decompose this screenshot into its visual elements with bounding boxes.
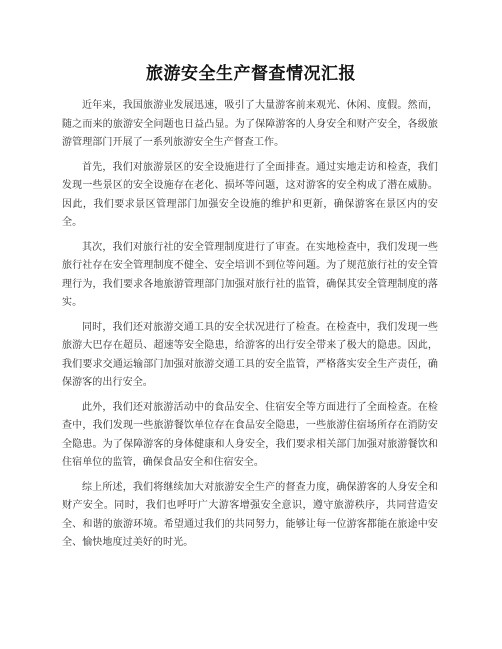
paragraph-travel-agencies: 其次，我们对旅行社的安全管理制度进行了审查。在实地检查中，我们发现一些旅行社存在安全管理制度不健全、安全培训不到位等问题。为了规范旅行社的安全管理行为，我们要求各地旅游管理部门加强对旅行社的监管，确保其安全管理制度的落实。 bbox=[62, 241, 438, 308]
paragraph-intro: 近年来，我国旅游业发展迅速，吸引了大量游客前来观光、休闲、度假。然而，随之而来的旅游安全问题也日益凸显。为了保障游客的人身安全和财产安全，各级旅游管理部门开展了一系列旅游安全生产督查工作。 bbox=[62, 100, 438, 148]
paragraph-food-lodging: 此外，我们还对旅游活动中的食品安全、住宿安全等方面进行了全面检查。在检查中，我们发现一些旅游餐饮单位存在食品安全隐患，一些旅游住宿场所存在消防安全隐患。为了保障游客的身体健康和人身安全，我们要求相关部门加强对旅游餐饮和住宿单位的监管，确保食品安全和住宿安全。 bbox=[62, 401, 438, 468]
paragraph-transport: 同时，我们还对旅游交通工具的安全状况进行了检查。在检查中，我们发现一些旅游大巴存在超员、超速等安全隐患，给游客的出行安全带来了极大的隐患。因此，我们要求交通运输部门加强对旅游交通工具的安全监管，严格落实安全生产责任，确保游客的出行安全。 bbox=[62, 321, 438, 388]
paragraph-scenic-facilities: 首先，我们对旅游景区的安全设施进行了全面排查。通过实地走访和检查，我们发现一些景区的安全设施存在老化、损坏等问题，这对游客的安全构成了潜在威胁。因此，我们要求景区管理部门加强安全设施的维护和更新，确保游客在景区内的安全。 bbox=[62, 161, 438, 228]
document-body bbox=[62, 97, 438, 559]
paragraph-conclusion: 综上所述，我们将继续加大对旅游安全生产的督查力度，确保游客的人身安全和财产安全。同时，我们也呼吁广大游客增强安全意识，遵守旅游秩序，共同营造安全、和谐的旅游环境。希望通过我们的共同努力，能够让每一位游客都能在旅途中安全、愉快地度过美好的时光。 bbox=[62, 481, 438, 548]
document-title: 旅游安全生产督查情况汇报 bbox=[146, 64, 356, 84]
